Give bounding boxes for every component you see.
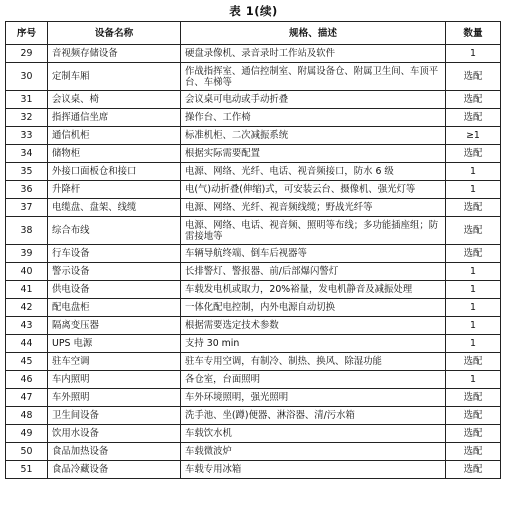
- cell-name: 驻车空调: [48, 353, 181, 371]
- cell-spec: 标准机柜、二次减振系统: [181, 127, 446, 145]
- table-row: [6, 217, 501, 245]
- cell-name: 食品冷藏设备: [48, 461, 181, 479]
- table-row: [6, 63, 501, 91]
- table-row: [6, 245, 501, 263]
- cell-qty: 选配: [446, 443, 501, 461]
- cell-qty: 选配: [446, 109, 501, 127]
- table-row: [6, 163, 501, 181]
- table-row: [6, 299, 501, 317]
- cell-spec: 车外环境照明，强光照明: [181, 389, 446, 407]
- cell-num: 37: [6, 199, 48, 217]
- cell-spec: 根据需要选定技术参数: [181, 317, 446, 335]
- cell-qty: ≥1: [446, 127, 501, 145]
- cell-qty: 1: [446, 317, 501, 335]
- cell-num: 47: [6, 389, 48, 407]
- cell-name: 隔离变压器: [48, 317, 181, 335]
- cell-num: 39: [6, 245, 48, 263]
- table-header-row: [6, 22, 501, 45]
- cell-num: 43: [6, 317, 48, 335]
- table-row: [6, 353, 501, 371]
- table-row: [6, 109, 501, 127]
- cell-num: 44: [6, 335, 48, 353]
- cell-qty: 1: [446, 335, 501, 353]
- cell-num: 30: [6, 63, 48, 91]
- table-row: [6, 91, 501, 109]
- cell-qty: 选配: [446, 63, 501, 91]
- cell-name: 卫生间设备: [48, 407, 181, 425]
- cell-name: 储物柜: [48, 145, 181, 163]
- cell-qty: 选配: [446, 353, 501, 371]
- cell-spec: 电源、网络、电话、视音频、照明等布线；多功能插座组；防雷接地等: [181, 217, 446, 245]
- cell-qty: 1: [446, 299, 501, 317]
- cell-name: 饮用水设备: [48, 425, 181, 443]
- cell-qty: 选配: [446, 199, 501, 217]
- cell-num: 50: [6, 443, 48, 461]
- cell-spec: 一体化配电控制，内外电源自动切换: [181, 299, 446, 317]
- cell-num: 49: [6, 425, 48, 443]
- table-row: [6, 371, 501, 389]
- cell-name: 配电盘柜: [48, 299, 181, 317]
- cell-num: 36: [6, 181, 48, 199]
- cell-num: 31: [6, 91, 48, 109]
- cell-qty: 1: [446, 45, 501, 63]
- table-row: [6, 45, 501, 63]
- cell-num: 34: [6, 145, 48, 163]
- cell-name: UPS 电源: [48, 335, 181, 353]
- header-name: 设备名称: [48, 22, 181, 45]
- table-row: [6, 443, 501, 461]
- cell-qty: 选配: [446, 389, 501, 407]
- cell-qty: 选配: [446, 91, 501, 109]
- cell-qty: 选配: [446, 145, 501, 163]
- table-row: [6, 263, 501, 281]
- header-num: 序号: [6, 22, 48, 45]
- cell-num: 46: [6, 371, 48, 389]
- cell-qty: 选配: [446, 407, 501, 425]
- cell-qty: 选配: [446, 245, 501, 263]
- table-row: [6, 425, 501, 443]
- cell-name: 综合布线: [48, 217, 181, 245]
- cell-spec: 作战指挥室、通信控制室、附属设备仓、附属卫生间、车顶平台、车梯等: [181, 63, 446, 91]
- cell-qty: 选配: [446, 217, 501, 245]
- cell-qty: 1: [446, 181, 501, 199]
- table-row: [6, 317, 501, 335]
- table-row: [6, 335, 501, 353]
- cell-name: 车内照明: [48, 371, 181, 389]
- cell-num: 33: [6, 127, 48, 145]
- cell-spec: 电源、网络、光纤、视音频线缆；野战光纤等: [181, 199, 446, 217]
- cell-spec: 车载微波炉: [181, 443, 446, 461]
- equipment-table: [5, 21, 501, 479]
- cell-spec: 电源、网络、光纤、电话、视音频接口，防水 6 级: [181, 163, 446, 181]
- cell-spec: 电(气)动折叠(伸缩)式，可安装云台、摄像机、强光灯等: [181, 181, 446, 199]
- cell-name: 行车设备: [48, 245, 181, 263]
- table-row: [6, 281, 501, 299]
- cell-qty: 1: [446, 281, 501, 299]
- cell-spec: 支持 30 min: [181, 335, 446, 353]
- table-row: [6, 407, 501, 425]
- table-row: [6, 199, 501, 217]
- table-row: [6, 127, 501, 145]
- cell-num: 48: [6, 407, 48, 425]
- cell-spec: 车载专用冰箱: [181, 461, 446, 479]
- cell-qty: 1: [446, 263, 501, 281]
- cell-num: 45: [6, 353, 48, 371]
- cell-num: 41: [6, 281, 48, 299]
- cell-spec: 洗手池、坐(蹲)便器、淋浴器、清/污水箱: [181, 407, 446, 425]
- header-spec: 规格、描述: [181, 22, 446, 45]
- cell-spec: 操作台、工作椅: [181, 109, 446, 127]
- cell-qty: 1: [446, 163, 501, 181]
- cell-num: 35: [6, 163, 48, 181]
- cell-num: 38: [6, 217, 48, 245]
- table-row: [6, 389, 501, 407]
- cell-name: 车外照明: [48, 389, 181, 407]
- cell-name: 警示设备: [48, 263, 181, 281]
- cell-spec: 车辆导航终端、倒车后视器等: [181, 245, 446, 263]
- table-row: [6, 461, 501, 479]
- cell-spec: 车载饮水机: [181, 425, 446, 443]
- cell-name: 外接口面板仓和接口: [48, 163, 181, 181]
- cell-name: 定制车厢: [48, 63, 181, 91]
- cell-num: 40: [6, 263, 48, 281]
- cell-name: 指挥通信坐席: [48, 109, 181, 127]
- cell-spec: 根据实际需要配置: [181, 145, 446, 163]
- cell-spec: 长排警灯、警报器、前/后部爆闪警灯: [181, 263, 446, 281]
- cell-spec: 驻车专用空调，有制冷、制热、换风、除湿功能: [181, 353, 446, 371]
- cell-spec: 硬盘录像机、录音录时工作站及软件: [181, 45, 446, 63]
- cell-name: 食品加热设备: [48, 443, 181, 461]
- cell-name: 供电设备: [48, 281, 181, 299]
- cell-num: 51: [6, 461, 48, 479]
- cell-name: 升降杆: [48, 181, 181, 199]
- cell-num: 29: [6, 45, 48, 63]
- table-row: [6, 181, 501, 199]
- cell-qty: 选配: [446, 425, 501, 443]
- table-row: [6, 145, 501, 163]
- table-title: 表 1(续): [229, 4, 278, 18]
- cell-name: 电缆盘、盘架、线缆: [48, 199, 181, 217]
- cell-qty: 1: [446, 371, 501, 389]
- cell-qty: 选配: [446, 461, 501, 479]
- cell-num: 32: [6, 109, 48, 127]
- cell-num: 42: [6, 299, 48, 317]
- cell-spec: 车载发电机或取力，20%裕量，发电机静音及减振处理: [181, 281, 446, 299]
- cell-name: 会议桌、椅: [48, 91, 181, 109]
- cell-spec: 会议桌可电动或手动折叠: [181, 91, 446, 109]
- cell-name: 音视频存储设备: [48, 45, 181, 63]
- header-qty: 数量: [446, 22, 501, 45]
- cell-name: 通信机柜: [48, 127, 181, 145]
- table-body: [6, 45, 501, 479]
- cell-spec: 各仓室，台面照明: [181, 371, 446, 389]
